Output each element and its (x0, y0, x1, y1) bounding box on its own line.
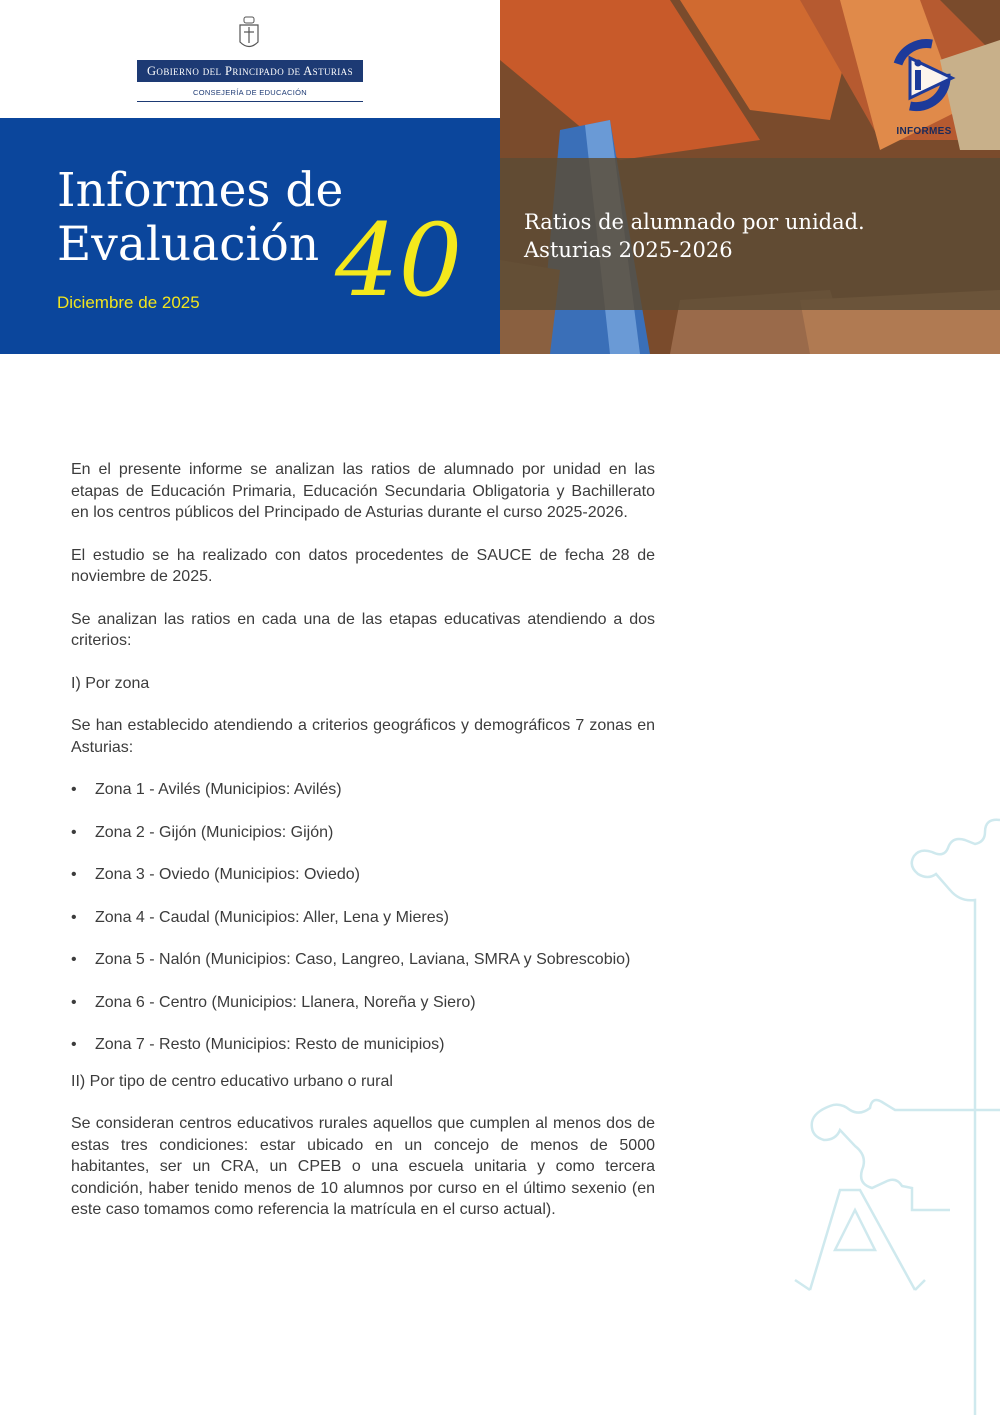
logo-area (0, 0, 500, 118)
title-line-2: Evaluación (57, 217, 320, 272)
list-item: • Zona 1 - Avilés (Municipios: Avilés) (71, 779, 655, 801)
list-item: • Zona 7 - Resto (Municipios: Resto de municipios) (71, 1034, 655, 1056)
title-block (0, 118, 500, 354)
list-item: • Zona 4 - Caudal (Municipios: Aller, Lena y Mieres) (71, 907, 655, 929)
list-item: • Zona 2 - Gijón (Municipios: Gijón) (71, 822, 655, 844)
government-name: Gobierno del Principado de Asturias (137, 60, 363, 82)
informes-logo (880, 34, 968, 138)
coat-of-arms-icon (238, 16, 260, 52)
paragraph-zones-intro: Se han establecido atendiendo a criterios geográficos y demográficos 7 zonas en Asturias: (71, 717, 655, 756)
divider (137, 101, 363, 102)
title-line-1: Informes de (57, 163, 344, 218)
zones-list (71, 779, 655, 1056)
paragraph-rural-definition: Se consideran centros educativos rurales aquellos que cumplen al menos dos de estas tres condiciones: estar ubicado en un concejo de menos de 5000 habitantes, ser un CRA, un CPEB o una escuela unitaria y como tercera condición, haber tenido menos de 10 alumnos por curso en el último sexenio (en este caso tomamos como referencia la matrícula en el curso actual). (71, 1115, 655, 1218)
list-item: • Zona 3 - Oviedo (Municipios: Oviedo) (71, 864, 655, 886)
informes-label: INFORMES (896, 126, 952, 137)
subtitle-band (500, 158, 1000, 310)
asturian-cross-watermark (700, 810, 1000, 1415)
paragraph-intro: En el presente informe se analizan las ratios de alumnado por unidad en las etapas de Educación Primaria, Educación Secundaria Obligatoria y Bachillerato en los centros públicos del Principado de Asturias durante el curso 2025-2026. (71, 461, 655, 521)
list-item: • Zona 6 - Centro (Municipios: Llanera, Noreña y Siero) (71, 992, 655, 1014)
paragraph-criterion-zone: I) Por zona (71, 674, 150, 692)
cover-photo (500, 0, 1000, 354)
report-title (57, 164, 343, 272)
paragraph-data-source: El estudio se ha realizado con datos procedentes de SAUCE de fecha 28 de noviembre de 2025. (71, 546, 655, 585)
list-item: • Zona 5 - Nalón (Municipios: Caso, Langreo, Laviana, SMRA y Sobrescobio) (71, 949, 655, 971)
report-subtitle (524, 208, 865, 264)
report-body (71, 459, 655, 1242)
subtitle-line-2: Asturias 2025-2026 (524, 238, 733, 262)
paragraph-criterion-urban-rural: II) Por tipo de centro educativo urbano o rural (71, 1072, 393, 1090)
issue-number: 40 (335, 202, 463, 319)
department-name: CONSEJERÍA DE EDUCACIÓN (192, 88, 307, 97)
informes-icon (880, 34, 968, 124)
publication-date: Diciembre de 2025 (57, 293, 200, 312)
paragraph-criteria: Se analizan las ratios en cada una de las etapas educativas atendiendo a dos criterios: (71, 610, 655, 649)
subtitle-line-1: Ratios de alumnado por unidad. (524, 210, 865, 234)
